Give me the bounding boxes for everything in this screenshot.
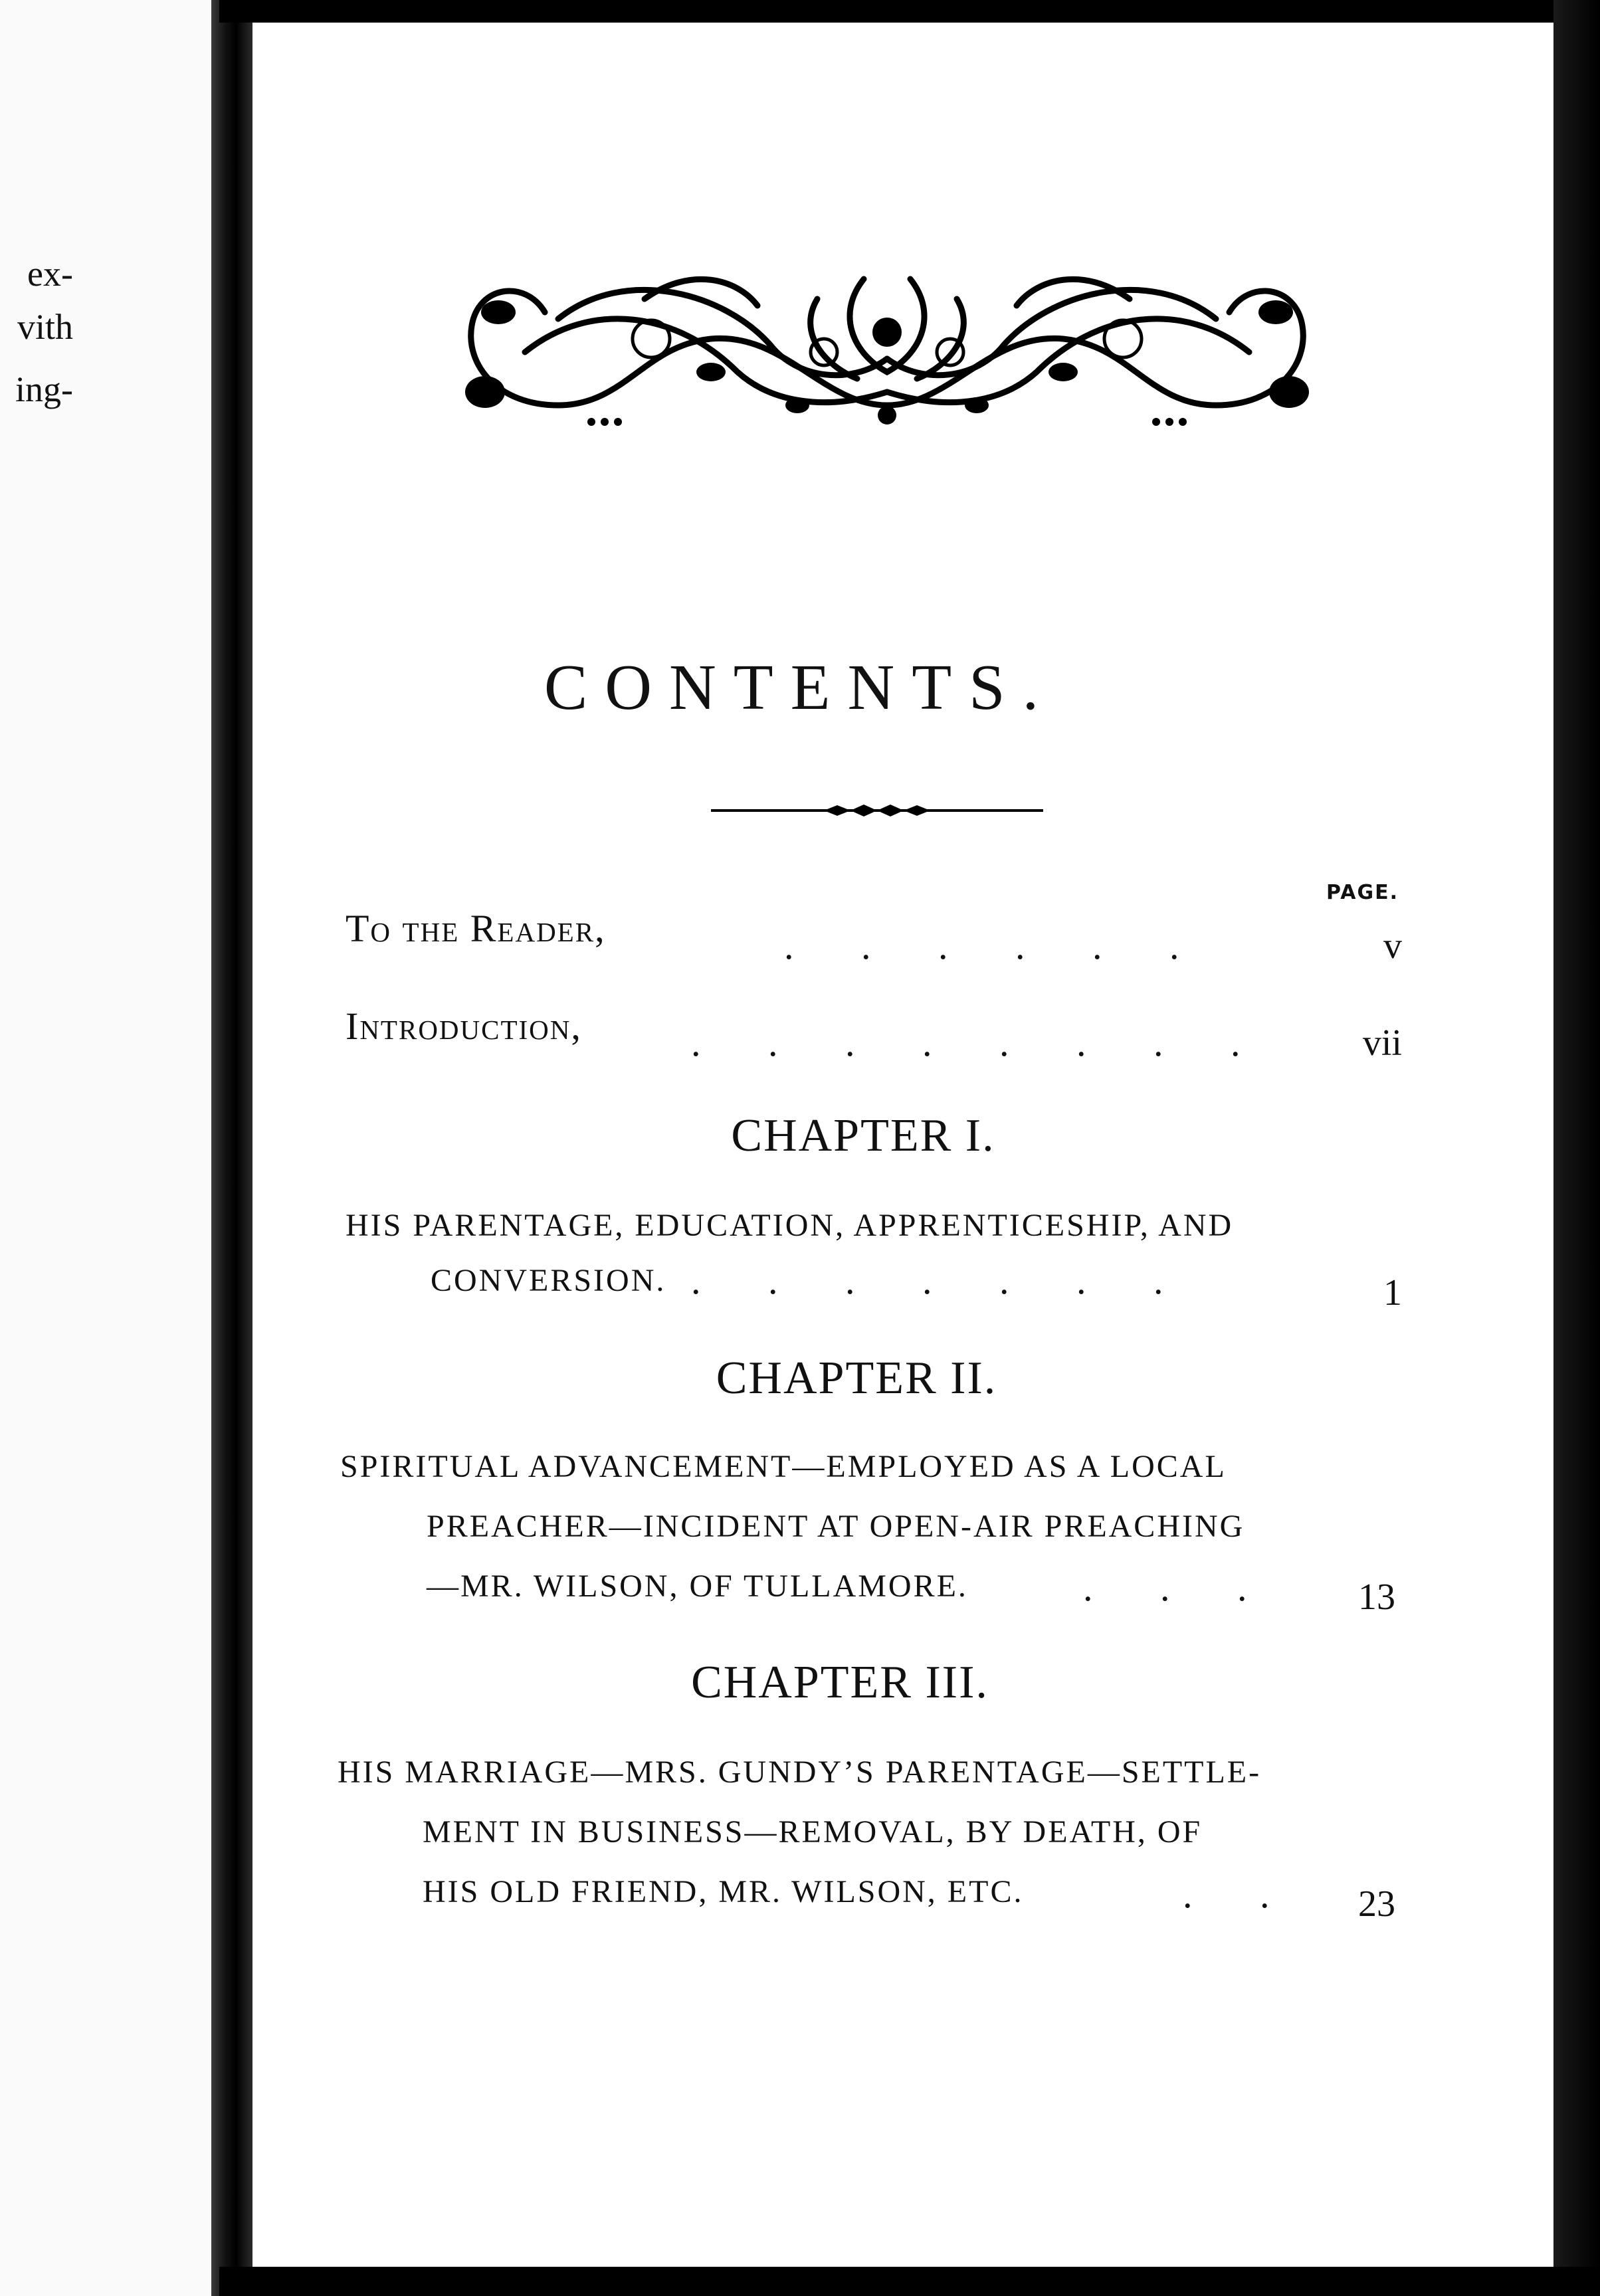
- toc-leader-dots: . . . . . . .: [691, 1259, 1163, 1302]
- toc-leader-dots: . . .: [1083, 1566, 1247, 1609]
- chapter-description-line: —MR. WILSON, OF TULLAMORE.: [427, 1569, 968, 1604]
- toc-page-number: 23: [1358, 1883, 1395, 1925]
- facing-page-fragment: vith: [17, 307, 73, 347]
- chapter-description-line: HIS PARENTAGE, EDUCATION, APPRENTICESHIP, AND: [346, 1208, 1234, 1243]
- chapter-description-line: HIS MARRIAGE—MRS. GUNDY’S PARENTAGE—SETTLE-: [338, 1755, 1262, 1790]
- chapter-heading: CHAPTER I.: [731, 1110, 995, 1161]
- page-title: CONTENTS.: [544, 652, 1056, 723]
- chapter-description-line: MENT IN BUSINESS—REMOVAL, BY DEATH, OF: [423, 1814, 1203, 1850]
- ornamental-headpiece-icon: [425, 239, 1349, 438]
- toc-page-number: 1: [1383, 1272, 1402, 1313]
- ornamental-rule-icon: [704, 797, 1050, 824]
- toc-leader-dots: . .: [1183, 1873, 1270, 1916]
- toc-entry-introduction: Introduction,: [346, 1004, 582, 1048]
- toc-entry-to-the-reader: To the Reader,: [346, 907, 606, 950]
- chapter-description-line: SPIRITUAL ADVANCEMENT—EMPLOYED AS A LOCAL: [340, 1449, 1227, 1484]
- toc-page-number: v: [1383, 925, 1402, 967]
- facing-page-fragment: ex-: [27, 254, 73, 294]
- page-column-label: PAGE.: [1326, 881, 1399, 904]
- facing-page-fragment: ing-: [15, 369, 73, 409]
- toc-leader-dots: . . . . . .: [784, 924, 1179, 967]
- toc-page-number: 13: [1358, 1577, 1395, 1618]
- chapter-description-line: HIS OLD FRIEND, MR. WILSON, ETC.: [423, 1874, 1024, 1909]
- chapter-heading: CHAPTER II.: [716, 1353, 997, 1404]
- chapter-description-line: PREACHER—INCIDENT AT OPEN-AIR PREACHING: [427, 1509, 1245, 1544]
- toc-page-number: vii: [1362, 1022, 1402, 1064]
- chapter-heading: CHAPTER III.: [691, 1657, 989, 1708]
- toc-leader-dots: . . . . . . . .: [691, 1021, 1241, 1064]
- scan-border-top: [219, 0, 1600, 23]
- scan-border-bottom: [219, 2267, 1600, 2296]
- chapter-description-line: CONVERSION.: [431, 1263, 666, 1298]
